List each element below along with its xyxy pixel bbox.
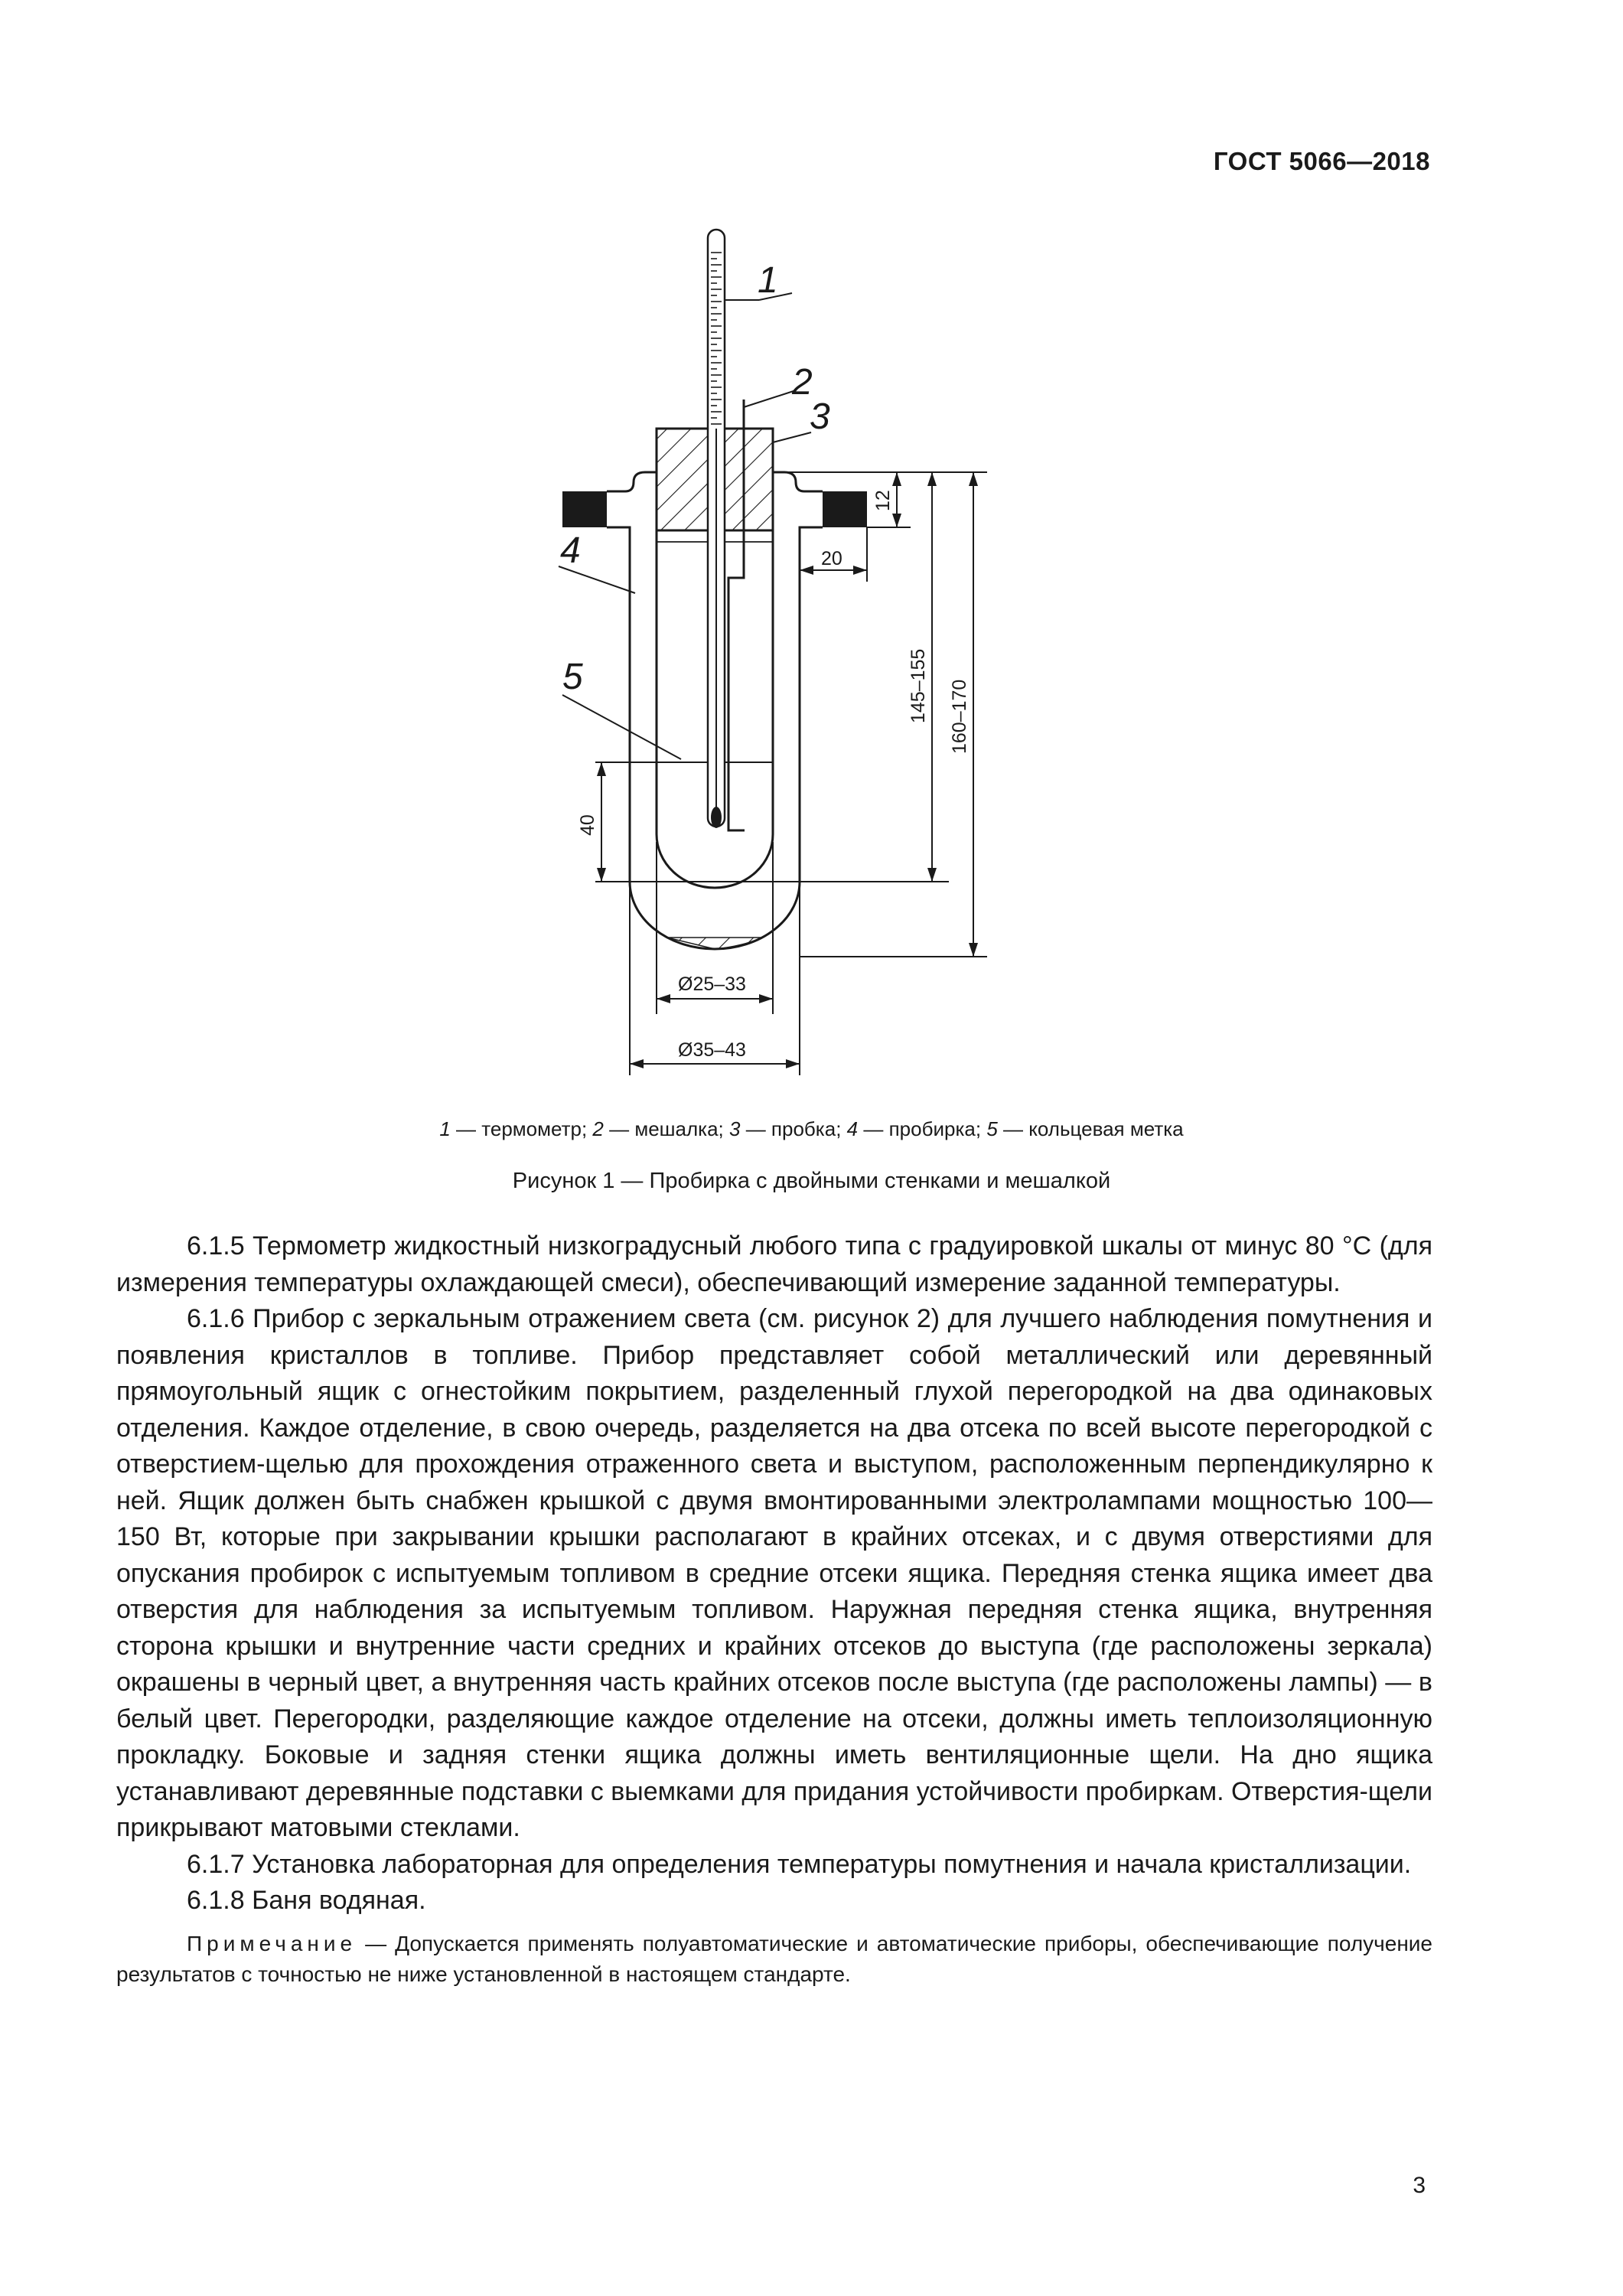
dim-12: 12: [872, 490, 894, 511]
label-1: 1: [758, 260, 778, 301]
note-text: — Допускается применять полуавтоматические и автоматические приборы, обеспечивающие получение результатов с точностью не ниже установленной в настоящем стандарте.: [116, 1932, 1432, 1986]
left-holder: [562, 491, 607, 527]
thermometer-bulb: [711, 807, 722, 828]
legend-text-5: — кольцевая метка: [997, 1117, 1184, 1140]
legend-text-4: — пробирка;: [858, 1117, 987, 1140]
legend-num-1: 1: [439, 1117, 451, 1140]
figure-1: [0, 0, 1623, 1133]
figure-legend: [0, 1117, 1623, 1141]
label-3: 3: [810, 396, 830, 437]
dim-20: 20: [821, 548, 842, 569]
paragraph-6-1-8: 6.1.8 Баня водяная.: [187, 1886, 426, 1915]
legend-text-1: — термометр;: [450, 1117, 593, 1140]
right-holder: [823, 491, 867, 527]
legend-num-5: 5: [986, 1117, 998, 1140]
legend-num-2: 2: [592, 1117, 604, 1140]
paragraph-6-1-5: 6.1.5 Термометр жидкостный низкоградусный любого типа с градуировкой шкалы от минус 80 °С (для измерения температуры охлаждающей смеси), обеспечивающий измерение заданной температуры.: [116, 1231, 1432, 1297]
legend-num-3: 3: [729, 1117, 741, 1140]
document-header: ГОСТ 5066—2018: [1213, 147, 1430, 175]
dim-diameter-inner: Ø25–33: [678, 974, 746, 995]
test-tube-diagram: [0, 0, 1623, 1133]
dim-145-155: 145–155: [908, 648, 929, 723]
legend-num-4: 4: [846, 1117, 859, 1140]
label-5: 5: [562, 657, 583, 697]
dim-40: 40: [577, 814, 598, 836]
label-4: 4: [560, 530, 581, 571]
figure-title: Рисунок 1 — Пробирка с двойными стенками и мешалкой: [512, 1169, 1111, 1193]
page-number: 3: [1413, 2173, 1426, 2198]
paragraph-6-1-6: 6.1.6 Прибор с зеркальным отражением света (см. рисунок 2) для лучшего наблюдения помутнения и появления кристаллов в топливе. Прибор представляет собой металлический или деревянный прямоугольный ящик с огнестойким покрытием, разделенный глухой перегородкой на два одинаковых отделения. Каждое отделение, в свою очередь, разделяется на два отсека по всей высоте перегородкой с отверстием-щелью для прохождения отраженного света и выступом, расположенным перпендикулярно к ней. Ящик должен быть снабжен крышкой с двумя вмонтированными электролампами мощностью 100—150 Вт, которые при закрывании крышки располагают в крайних отсеках, и с двумя отверстиями для опускания пробирок с испытуемым топливом в средние отсеки ящика. Передняя стенка ящика имеет два отверстия для наблюдения за испытуемым топливом. Наружная передняя стенка ящика, внутренняя сторона крышки и внутренние части средних и крайних отсеков до выступа (где расположены зеркала) окрашены в черный цвет, а внутренняя часть крайних отсеков после выступа (где расположены лампы) — в белый цвет. Перегородки, разделяющие каждое отделение на отсеки, должны иметь теплоизоляционную прокладку. Боковые и задняя стенки ящика должны иметь вентиляционные щели. На дно ящика устанавливают деревянные подставки с выемками для придания устойчивости пробиркам. Отверстия-щели прикрывают матовыми стеклами.: [116, 1304, 1433, 1842]
label-2: 2: [792, 362, 813, 403]
legend-text-3: — пробка;: [740, 1117, 847, 1140]
note-label: Примечание: [187, 1932, 357, 1955]
legend-text-2: — мешалка;: [603, 1117, 729, 1140]
dim-160-170: 160–170: [949, 679, 970, 754]
paragraph-6-1-7: 6.1.7 Установка лабораторная для определения температуры помутнения и начала кристаллизации.: [187, 1849, 1412, 1879]
note: [116, 1929, 1432, 1990]
dim-diameter-outer: Ø35–43: [678, 1039, 746, 1061]
body-text: [116, 1228, 1432, 1919]
